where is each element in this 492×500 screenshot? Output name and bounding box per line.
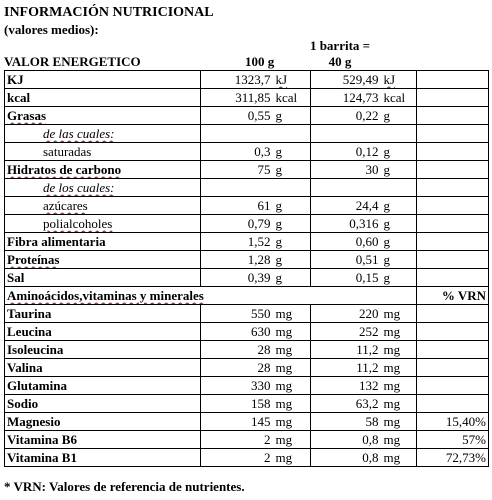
nutrient-label	[5, 143, 201, 161]
section-label-text: Aminoácidos,vitaminas y minerales	[7, 287, 204, 303]
unit-per-100g: mg	[273, 341, 311, 359]
unit-per-100g: g	[273, 251, 311, 269]
value-per-bar: 0,15	[311, 269, 381, 287]
table-row	[5, 233, 489, 251]
nutrient-label	[5, 215, 201, 233]
nutrient-label	[5, 197, 201, 215]
value-per-bar: 0,22	[311, 107, 381, 125]
nutrient-label-text: Fibra alimentaria	[7, 233, 106, 249]
nutrient-label	[5, 377, 201, 395]
unit-per-bar: mg	[381, 431, 417, 449]
unit-per-bar	[381, 179, 417, 197]
footnote: * VRN: Valores de referencia de nutrientes.	[4, 479, 245, 494]
value-per-100g: 0,3	[201, 143, 273, 161]
unit-per-100g: g	[273, 233, 311, 251]
nutrient-label-text: Sal	[7, 269, 25, 285]
table-row	[5, 395, 489, 413]
value-per-100g: 2	[201, 449, 273, 467]
unit-per-100g: g	[273, 107, 311, 125]
value-per-100g: 550	[201, 305, 273, 323]
value-per-100g: 330	[201, 377, 273, 395]
vrn-value	[417, 107, 489, 125]
table-row	[5, 431, 489, 449]
value-per-100g: 1,28	[201, 251, 273, 269]
value-per-bar: 58	[311, 413, 381, 431]
nutrient-label	[5, 251, 201, 269]
value-per-bar: 529,49	[311, 71, 381, 89]
unit-per-bar: g	[381, 233, 417, 251]
vrn-value	[417, 251, 489, 269]
table-row	[5, 89, 489, 107]
value-per-bar	[311, 125, 381, 143]
vrn-value	[417, 377, 489, 395]
vrn-value: 72,73%	[417, 449, 489, 467]
nutrient-label-text: polialcoholes	[43, 215, 113, 231]
nutrient-label-text: saturadas	[43, 143, 92, 159]
value-per-100g: 61	[201, 197, 273, 215]
page-title: INFORMACIÓN NUTRICIONAL	[4, 5, 214, 20]
nutrient-label-text: Proteínas	[7, 251, 60, 267]
header-per-bar: 1 barrita = 40 g	[309, 38, 371, 69]
vrn-value	[417, 71, 489, 89]
table-row	[5, 197, 489, 215]
nutrient-label-text: Grasas	[7, 107, 46, 123]
unit-per-100g: mg	[273, 305, 311, 323]
unit-per-bar: mg	[381, 413, 417, 431]
table-row	[5, 215, 489, 233]
vrn-value	[417, 395, 489, 413]
unit-per-bar	[381, 125, 417, 143]
value-per-bar: 124,73	[311, 89, 381, 107]
nutrient-label	[5, 107, 201, 125]
vrn-value: 57%	[417, 431, 489, 449]
unit-per-100g: g	[273, 197, 311, 215]
unit-per-100g: mg	[273, 359, 311, 377]
unit-per-bar: mg	[381, 305, 417, 323]
nutrient-label	[5, 359, 201, 377]
value-per-100g	[201, 179, 273, 197]
nutrient-label	[5, 161, 201, 179]
nutrient-label	[5, 179, 201, 197]
nutrient-label-text: Glutamina	[7, 377, 67, 393]
vrn-value	[417, 233, 489, 251]
table-row	[5, 251, 489, 269]
value-per-100g: 1323,7	[201, 71, 273, 89]
table-row	[5, 107, 489, 125]
vrn-value	[417, 305, 489, 323]
unit-per-100g: mg	[273, 377, 311, 395]
nutrient-label	[5, 89, 201, 107]
nutrient-label	[5, 413, 201, 431]
value-per-100g: 158	[201, 395, 273, 413]
nutrient-label	[5, 305, 201, 323]
unit-per-100g: g	[273, 269, 311, 287]
unit-per-bar: g	[381, 269, 417, 287]
nutrient-label	[5, 125, 201, 143]
value-per-100g: 75	[201, 161, 273, 179]
value-per-100g: 2	[201, 431, 273, 449]
unit-per-bar: mg	[381, 395, 417, 413]
value-per-bar: 132	[311, 377, 381, 395]
value-per-100g: 28	[201, 341, 273, 359]
unit-per-100g: g	[273, 161, 311, 179]
unit-per-bar: g	[381, 161, 417, 179]
value-per-bar: 30	[311, 161, 381, 179]
table-row	[5, 269, 489, 287]
vrn-value	[417, 161, 489, 179]
nutrient-label	[5, 395, 201, 413]
table-row	[5, 323, 489, 341]
value-per-100g: 0,39	[201, 269, 273, 287]
nutrient-label-text: Taurina	[7, 305, 52, 321]
unit-per-bar: mg	[381, 341, 417, 359]
table-row	[5, 179, 489, 197]
value-per-bar: 0,12	[311, 143, 381, 161]
value-per-bar: 0,60	[311, 233, 381, 251]
nutrient-label-text: Valina	[7, 359, 43, 375]
table-row	[5, 287, 489, 305]
unit-per-100g: mg	[273, 449, 311, 467]
vrn-value	[417, 125, 489, 143]
nutrient-label-text: Vitamina B6	[7, 431, 77, 447]
nutrient-label-text: azúcares	[43, 197, 88, 213]
vrn-value	[417, 215, 489, 233]
nutrient-label-text: de los cuales:	[43, 179, 115, 195]
nutrient-label-text: Magnesio	[7, 413, 61, 429]
value-per-bar: 63,2	[311, 395, 381, 413]
header-per-100g: 100 g	[245, 54, 275, 69]
value-per-100g: 0,79	[201, 215, 273, 233]
table-row	[5, 377, 489, 395]
table-row	[5, 161, 489, 179]
nutrient-label-text: Isoleucina	[7, 341, 64, 357]
unit-per-bar: mg	[381, 449, 417, 467]
unit-per-bar: g	[381, 251, 417, 269]
table-row	[5, 341, 489, 359]
value-per-100g: 1,52	[201, 233, 273, 251]
page-subtitle: (valores medios):	[4, 22, 99, 37]
nutrient-label-text: de las cuales:	[43, 125, 115, 141]
unit-per-100g: kcal	[273, 89, 311, 107]
vrn-value	[417, 323, 489, 341]
value-per-100g: 630	[201, 323, 273, 341]
unit-per-bar: g	[381, 215, 417, 233]
value-per-bar: 11,2	[311, 341, 381, 359]
value-per-bar: 0,8	[311, 431, 381, 449]
value-per-bar: 220	[311, 305, 381, 323]
value-per-bar: 24,4	[311, 197, 381, 215]
table-row	[5, 305, 489, 323]
value-per-bar: 252	[311, 323, 381, 341]
table-row	[5, 71, 489, 89]
value-per-bar	[311, 179, 381, 197]
unit-per-100g: mg	[273, 323, 311, 341]
value-per-bar: 11,2	[311, 359, 381, 377]
value-per-bar: 0,51	[311, 251, 381, 269]
nutrient-label-text: Hidratos de carbono	[7, 161, 122, 177]
nutrient-label	[5, 431, 201, 449]
unit-per-100g: g	[273, 215, 311, 233]
unit-per-bar: mg	[381, 359, 417, 377]
unit-per-100g	[273, 125, 311, 143]
nutrition-table	[4, 70, 489, 467]
vrn-value	[417, 89, 489, 107]
table-row	[5, 125, 489, 143]
header-label: VALOR ENERGETICO	[4, 54, 141, 69]
vrn-value	[417, 197, 489, 215]
nutrient-label	[5, 71, 201, 89]
vrn-value	[417, 269, 489, 287]
nutrient-label-text: kcal	[7, 89, 31, 105]
nutrient-label-text: Leucina	[7, 323, 52, 339]
vrn-value	[417, 143, 489, 161]
unit-per-bar: kJ	[381, 71, 417, 89]
unit-per-100g: mg	[273, 413, 311, 431]
unit-per-bar: g	[381, 107, 417, 125]
nutrient-label	[5, 269, 201, 287]
unit-per-100g: g	[273, 143, 311, 161]
unit-per-bar: kcal	[381, 89, 417, 107]
vrn-value	[417, 341, 489, 359]
nutrient-label	[5, 233, 201, 251]
value-per-100g: 145	[201, 413, 273, 431]
unit-per-100g: mg	[273, 395, 311, 413]
unit-per-bar: g	[381, 143, 417, 161]
unit-per-bar: mg	[381, 323, 417, 341]
nutrient-label	[5, 323, 201, 341]
unit-per-100g: mg	[273, 431, 311, 449]
vrn-value: 15,40%	[417, 413, 489, 431]
value-per-100g	[201, 125, 273, 143]
table-row	[5, 359, 489, 377]
nutrient-label	[5, 341, 201, 359]
table-row	[5, 413, 489, 431]
table-row	[5, 449, 489, 467]
nutrient-label	[5, 449, 201, 467]
nutrient-label-text: KJ	[7, 71, 24, 87]
value-per-bar: 0,8	[311, 449, 381, 467]
vrn-header: % VRN	[417, 287, 489, 305]
section-label	[5, 287, 417, 305]
unit-per-bar: mg	[381, 377, 417, 395]
value-per-100g: 0,55	[201, 107, 273, 125]
vrn-value	[417, 179, 489, 197]
unit-per-bar: g	[381, 197, 417, 215]
value-per-100g: 311,85	[201, 89, 273, 107]
vrn-value	[417, 359, 489, 377]
unit-per-100g: kJ	[273, 71, 311, 89]
nutrient-label-text: Vitamina B1	[7, 449, 77, 465]
value-per-100g: 28	[201, 359, 273, 377]
unit-per-100g	[273, 179, 311, 197]
table-header	[4, 38, 488, 70]
value-per-bar: 0,316	[311, 215, 381, 233]
nutrient-label-text: Sodio	[7, 395, 39, 411]
table-row	[5, 143, 489, 161]
